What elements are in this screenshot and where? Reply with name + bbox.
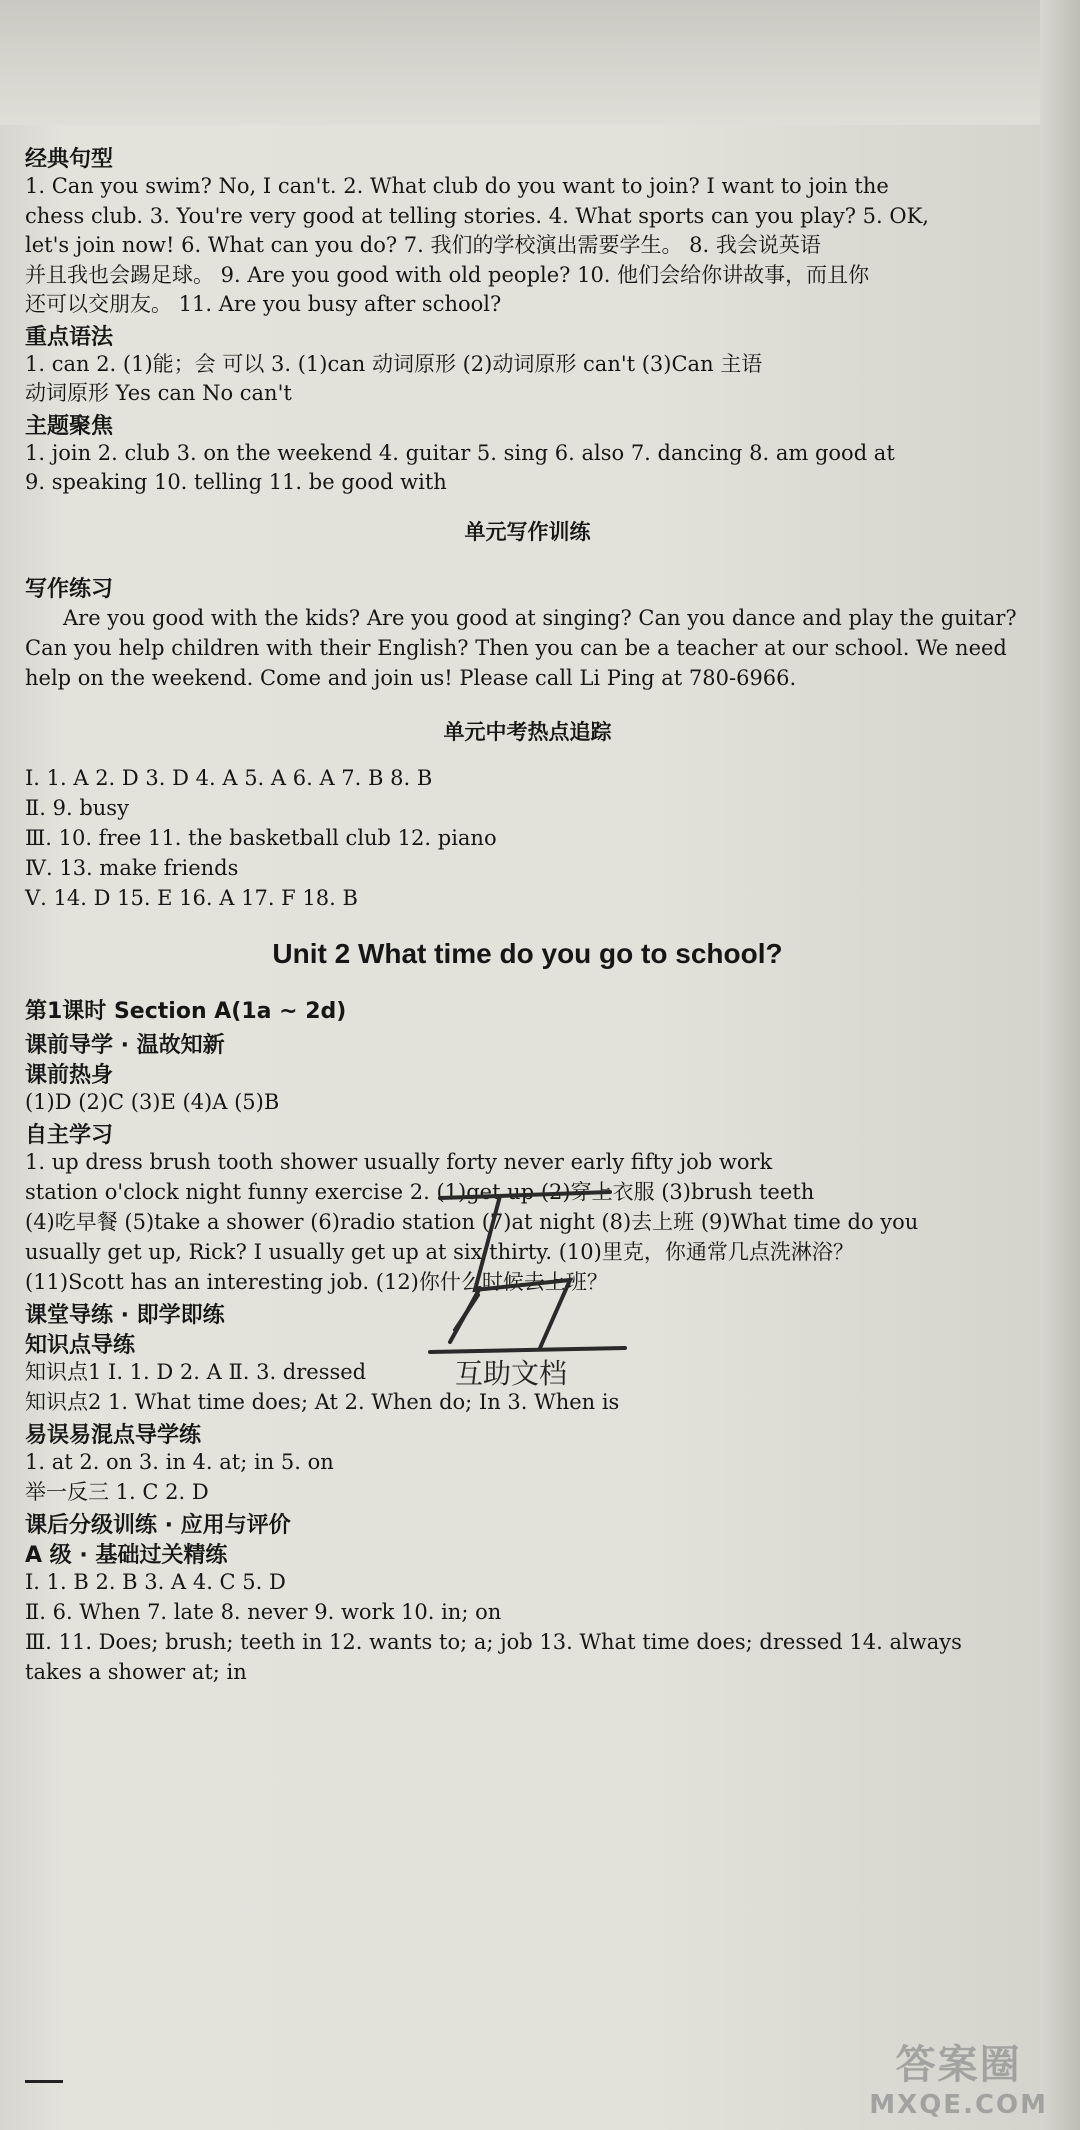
text-line: Ⅳ. 13. make friends	[25, 856, 239, 880]
text-line: 动词原形 Yes can No can't	[25, 381, 292, 405]
answer-content	[25, 140, 1030, 1688]
text-line: 知识点2 1. What time does; At 2. When do; In 3. When is	[25, 1390, 620, 1414]
section-title: 课堂导练 · 即学即练	[25, 1303, 225, 1328]
section-title: 易误易混点导学练	[25, 1423, 202, 1448]
text-line: Ⅲ. 10. free 11. the basketball club 12. piano	[25, 826, 497, 850]
watermark-logo	[869, 2033, 1048, 2120]
text-line: takes a shower at; in	[25, 1660, 247, 1684]
text-line: (4)吃早餐 (5)take a shower (6)radio station (7)at night (8)去上班 (9)What time do you	[25, 1210, 919, 1234]
right-edge-shadow	[1040, 0, 1080, 2130]
page-corner-mark	[25, 2080, 63, 2083]
section-title: 重点语法	[25, 324, 114, 350]
text-line: Are you good with the kids? Are you good at singing? Can you dance and play the guitar?	[63, 606, 1017, 630]
lesson-title: 第1课时 Section A(1a ~ 2d)	[25, 999, 347, 1024]
text-line: 9. speaking 10. telling 11. be good with	[25, 470, 447, 494]
text-line: 1. at 2. on 3. in 4. at; in 5. on	[25, 1450, 334, 1474]
text-line: chess club. 3. You're very good at telling stories. 4. What sports can you play? 5. OK,	[25, 203, 929, 228]
section-title: 主题聚焦	[25, 413, 114, 439]
text-line: usually get up, Rick? I usually get up at six thirty. (10)里克，你通常几点洗淋浴？	[25, 1240, 854, 1264]
text-line: 还可以交朋友。 11. Are you busy after school?	[25, 292, 502, 316]
text-line: 1. join 2. club 3. on the weekend 4. guitar 5. sing 6. also 7. dancing 8. am good at	[25, 440, 895, 465]
section-title: 课前热身	[25, 1063, 114, 1088]
text-line: let's join now! 6. What can you do? 7. 我们的学校演出需要学生。 8. 我会说英语	[25, 233, 821, 257]
text-line: station o'clock night funny exercise 2. (1)get up (2)穿上衣服 (3)brush teeth	[25, 1180, 815, 1204]
section-title: 写作练习	[25, 577, 114, 602]
watermark-text: 答案圈	[895, 2042, 1022, 2088]
text-line: Ⅱ. 6. When 7. late 8. never 9. work 10. in; on	[25, 1600, 502, 1624]
center-heading: 单元写作训练	[464, 520, 591, 544]
text-line: 举一反三 1. C 2. D	[25, 1480, 209, 1504]
text-line: (11)Scott has an interesting job. (12)你什么时候去上班？	[25, 1270, 608, 1294]
text-line: 1. can 2. (1)能；会 可以 3. (1)can 动词原形 (2)动词原形 can't (3)Can 主语	[25, 351, 763, 376]
unit-title: Unit 2 What time do you go to school?	[272, 938, 783, 969]
top-shadow	[0, 0, 1080, 125]
text-line: Ⅰ. 1. A 2. D 3. D 4. A 5. A 6. A 7. B 8. B	[25, 766, 433, 790]
text-line: Ⅲ. 11. Does; brush; teeth in 12. wants to; a; job 13. What time does; dressed 14. always	[25, 1630, 962, 1654]
watermark-url: MXQE.COM	[869, 2090, 1048, 2120]
text-line: 1. up dress brush tooth shower usually forty never early fifty job work	[25, 1150, 773, 1174]
text-line: Ⅴ. 14. D 15. E 16. A 17. F 18. B	[25, 886, 358, 910]
section-title: 课前导学 · 温故知新	[25, 1033, 225, 1058]
section-title: 经典句型	[25, 147, 114, 172]
section-title: 知识点导练	[25, 1333, 136, 1358]
text-line: Ⅰ. 1. B 2. B 3. A 4. C 5. D	[25, 1570, 286, 1594]
text-line: 知识点1 Ⅰ. 1. D 2. A Ⅱ. 3. dressed	[25, 1360, 367, 1384]
section-title: A 级 · 基础过关精练	[25, 1543, 228, 1568]
center-heading: 单元中考热点追踪	[443, 720, 612, 744]
text-line: (1)D (2)C (3)E (4)A (5)B	[25, 1090, 280, 1114]
text-line: help on the weekend. Come and join us! Please call Li Ping at 780-6966.	[25, 666, 797, 690]
section-title: 课后分级训练 · 应用与评价	[25, 1513, 291, 1538]
text-line: Can you help children with their English? Then you can be a teacher at our school. We need	[25, 636, 1007, 660]
section-title: 自主学习	[25, 1123, 114, 1148]
text-line: Ⅱ. 9. busy	[25, 796, 129, 820]
text-line: 1. Can you swim? No, I can't. 2. What club do you want to join? I want to join the	[25, 174, 889, 198]
stamp-caption: 互助文档	[455, 1357, 568, 1390]
text-line: 并且我也会踢足球。 9. Are you good with old people? 10. 他们会给你讲故事，而且你	[25, 262, 870, 287]
